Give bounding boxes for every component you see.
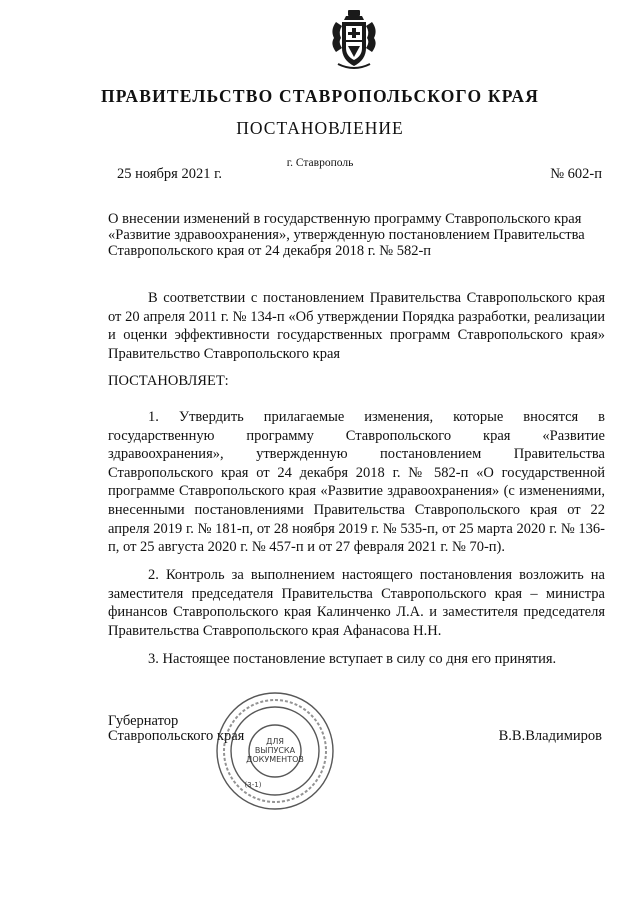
coat-of-arms-icon (328, 8, 380, 72)
signatory-post-line-1: Губернатор (108, 713, 179, 729)
document-type: ПОСТАНОВЛЕНИЕ (236, 118, 404, 138)
document-date: 25 ноября 2021 г. (117, 166, 223, 182)
item-2-text: 2. Контроль за выполнением настоящего постановления возложить на заместителя председателя Правительства Ставропольского края – министра финансов Ставропольского края Калинченко Л.А. и заместителя председателя Правительства Ставропольского края Афанасова Н.Н. (108, 567, 605, 639)
item-1-text: 1. Утвердить прилагаемые изменения, которые вносятся в государственную программу Ставропольского края «Развитие здравоохранения», утвержденную постановлением Правительства Ставропольского края от 24 декабря 2018 г. № 582-п «О государственной программе Ставропольского края «Развитие здравоохранения» (с изменениями, внесенными постановлениями Правительства Ставропольского края от 22 апреля 2019 г. № 181-п, от 28 ноября 2019 г. № 535-п, от 25 марта 2020 г. № 136-п, от 25 августа 2020 г. № 457-п и от 27 февраля 2021 г. № 70-п). (108, 409, 605, 556)
item-3-text: 3. Настоящее постановление вступает в силу со дня его принятия. (148, 651, 557, 667)
preamble-text: В соответствии с постановлением Правительства Ставропольского края от 20 апреля 2011 г. № 134-п «Об утверждении Порядка разработки, реализации и оценки эффективности государственных программ Ставропольского края» Правительство Ставропольского края (108, 290, 605, 362)
stamp-center-line-3: ДОКУМЕНТОВ (246, 755, 304, 764)
stamp-center-line-2: ВЫПУСКА (254, 746, 296, 755)
signatory-name: В.В.Владимиров (498, 728, 602, 744)
decree-heading: ПОСТАНОВЛЯЕТ: (108, 373, 229, 389)
document-number: № 602-п (550, 166, 602, 182)
item-1-paragraph (108, 408, 605, 557)
government-title: ПРАВИТЕЛЬСТВО СТАВРОПОЛЬСКОГО КРАЯ (100, 86, 540, 106)
signatory-post-line-2: Ставропольского края (108, 728, 245, 744)
document-subject: О внесении изменений в государственную программу Ставропольского края «Развитие здравоохранения», утвержденную постановлением Правительства Ставропольского края от 24 декабря 2018 г. № 582-п (108, 211, 585, 259)
round-seal-stamp-icon (213, 689, 337, 813)
item-2-paragraph (108, 566, 605, 640)
stamp-code: (3-1) (244, 781, 262, 789)
preamble-paragraph (108, 289, 605, 363)
item-3-paragraph (108, 650, 605, 669)
stamp-center-line-1: ДЛЯ (266, 737, 284, 746)
city: г. Ставрополь (286, 157, 354, 169)
